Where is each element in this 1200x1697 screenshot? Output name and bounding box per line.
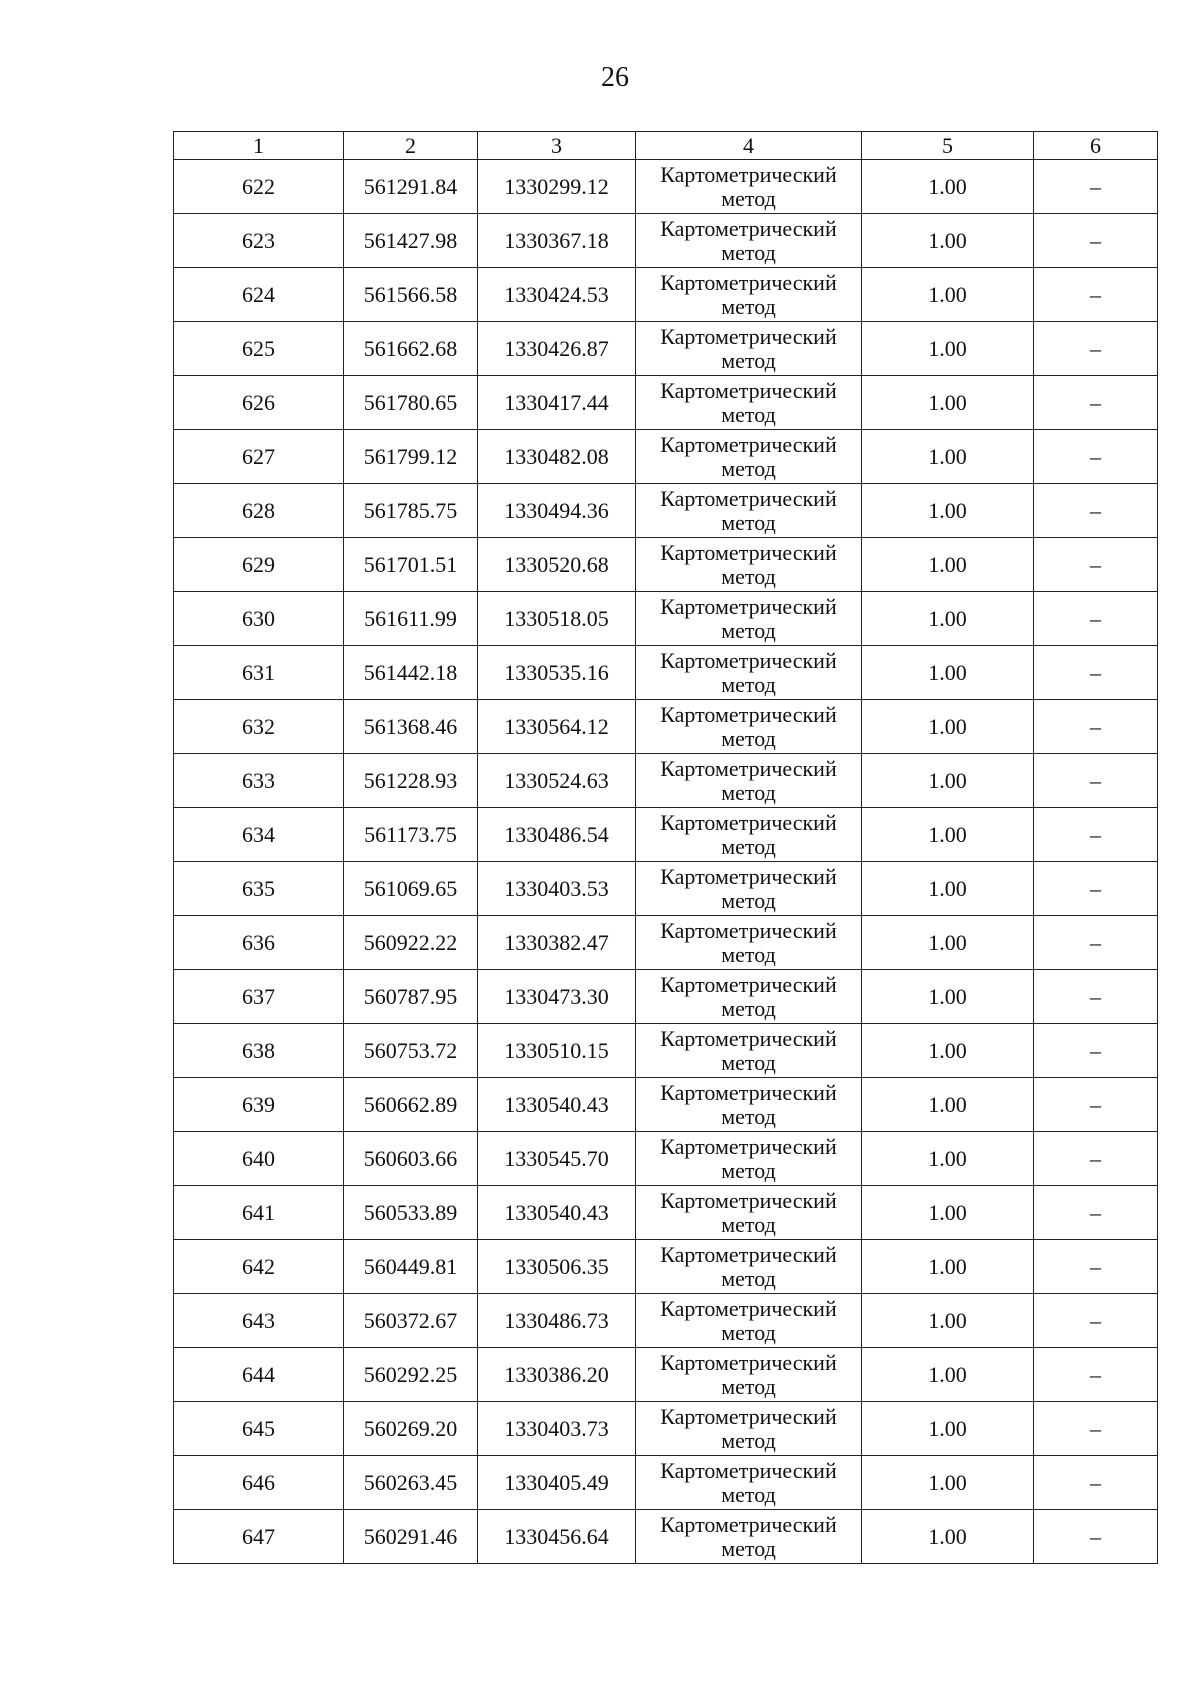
point-number-cell: 641: [174, 1186, 344, 1240]
table-row: [174, 1132, 1158, 1186]
y-coordinate-cell: 1330486.54: [478, 808, 636, 862]
x-coordinate-cell: 561228.93: [344, 754, 478, 808]
table-row: [174, 592, 1158, 646]
note-cell: –: [1034, 646, 1158, 700]
method-line-2: метод: [721, 995, 776, 1021]
accuracy-cell: 1.00: [862, 1186, 1034, 1240]
y-coordinate-cell: 1330386.20: [478, 1348, 636, 1402]
point-number-cell: 638: [174, 1024, 344, 1078]
note-cell: –: [1034, 484, 1158, 538]
note-cell: –: [1034, 1510, 1158, 1564]
method-cell: [636, 430, 862, 484]
method-line-1: Картометрический: [660, 323, 837, 349]
y-coordinate-cell: 1330367.18: [478, 214, 636, 268]
method-line-1: Картометрический: [660, 755, 837, 781]
header-row: [174, 132, 1158, 160]
x-coordinate-cell: 561291.84: [344, 160, 478, 214]
note-cell: –: [1034, 700, 1158, 754]
accuracy-cell: 1.00: [862, 808, 1034, 862]
table-row: [174, 1402, 1158, 1456]
accuracy-cell: 1.00: [862, 1078, 1034, 1132]
table-row: [174, 268, 1158, 322]
note-cell: –: [1034, 430, 1158, 484]
point-number-cell: 632: [174, 700, 344, 754]
accuracy-cell: 1.00: [862, 862, 1034, 916]
method-cell: [636, 1132, 862, 1186]
accuracy-cell: 1.00: [862, 1348, 1034, 1402]
method-line-2: метод: [721, 239, 776, 265]
method-cell: [636, 1348, 862, 1402]
method-cell: [636, 1186, 862, 1240]
method-line-2: метод: [721, 617, 776, 643]
table-row: [174, 430, 1158, 484]
x-coordinate-cell: 560269.20: [344, 1402, 478, 1456]
method-line-1: Картометрический: [660, 377, 837, 403]
note-cell: –: [1034, 1402, 1158, 1456]
method-line-1: Картометрический: [660, 1187, 837, 1213]
method-cell: [636, 1078, 862, 1132]
column-header-5: 5: [862, 132, 1034, 160]
point-number-cell: 639: [174, 1078, 344, 1132]
note-cell: –: [1034, 808, 1158, 862]
point-number-cell: 643: [174, 1294, 344, 1348]
y-coordinate-cell: 1330403.73: [478, 1402, 636, 1456]
table-row: [174, 1186, 1158, 1240]
point-number-cell: 631: [174, 646, 344, 700]
x-coordinate-cell: 560662.89: [344, 1078, 478, 1132]
method-line-2: метод: [721, 1427, 776, 1453]
method-line-1: Картометрический: [660, 701, 837, 727]
note-cell: –: [1034, 214, 1158, 268]
coordinates-table: [173, 131, 1158, 1564]
method-line-1: Картометрический: [660, 1133, 837, 1159]
accuracy-cell: 1.00: [862, 1132, 1034, 1186]
method-line-2: метод: [721, 293, 776, 319]
method-line-1: Картометрический: [660, 971, 837, 997]
method-cell: [636, 484, 862, 538]
method-cell: [636, 1402, 862, 1456]
note-cell: –: [1034, 754, 1158, 808]
accuracy-cell: 1.00: [862, 1510, 1034, 1564]
x-coordinate-cell: 561368.46: [344, 700, 478, 754]
accuracy-cell: 1.00: [862, 1456, 1034, 1510]
point-number-cell: 622: [174, 160, 344, 214]
method-line-1: Картометрический: [660, 269, 837, 295]
note-cell: –: [1034, 268, 1158, 322]
x-coordinate-cell: 560263.45: [344, 1456, 478, 1510]
method-line-2: метод: [721, 1049, 776, 1075]
method-line-1: Картометрический: [660, 161, 837, 187]
method-cell: [636, 1510, 862, 1564]
table-row: [174, 160, 1158, 214]
method-cell: [636, 160, 862, 214]
x-coordinate-cell: 560753.72: [344, 1024, 478, 1078]
accuracy-cell: 1.00: [862, 376, 1034, 430]
method-line-2: метод: [721, 671, 776, 697]
method-line-1: Картометрический: [660, 215, 837, 241]
y-coordinate-cell: 1330405.49: [478, 1456, 636, 1510]
method-cell: [636, 1240, 862, 1294]
method-line-2: метод: [721, 347, 776, 373]
method-line-2: метод: [721, 887, 776, 913]
accuracy-cell: 1.00: [862, 700, 1034, 754]
method-line-2: метод: [721, 833, 776, 859]
point-number-cell: 642: [174, 1240, 344, 1294]
method-line-1: Картометрический: [660, 1457, 837, 1483]
x-coordinate-cell: 560292.25: [344, 1348, 478, 1402]
y-coordinate-cell: 1330564.12: [478, 700, 636, 754]
accuracy-cell: 1.00: [862, 916, 1034, 970]
x-coordinate-cell: 561780.65: [344, 376, 478, 430]
x-coordinate-cell: 560291.46: [344, 1510, 478, 1564]
table-row: [174, 646, 1158, 700]
method-line-1: Картометрический: [660, 917, 837, 943]
note-cell: –: [1034, 1132, 1158, 1186]
method-cell: [636, 322, 862, 376]
table-row: [174, 916, 1158, 970]
point-number-cell: 626: [174, 376, 344, 430]
note-cell: –: [1034, 538, 1158, 592]
note-cell: –: [1034, 322, 1158, 376]
table-header: [174, 132, 1158, 160]
method-cell: [636, 916, 862, 970]
method-line-2: метод: [721, 1373, 776, 1399]
y-coordinate-cell: 1330426.87: [478, 322, 636, 376]
x-coordinate-cell: 561785.75: [344, 484, 478, 538]
method-line-1: Картометрический: [660, 539, 837, 565]
method-cell: [636, 862, 862, 916]
method-cell: [636, 1024, 862, 1078]
y-coordinate-cell: 1330540.43: [478, 1186, 636, 1240]
method-line-2: метод: [721, 509, 776, 535]
method-line-2: метод: [721, 455, 776, 481]
note-cell: –: [1034, 862, 1158, 916]
note-cell: –: [1034, 1186, 1158, 1240]
y-coordinate-cell: 1330506.35: [478, 1240, 636, 1294]
column-header-2: 2: [344, 132, 478, 160]
accuracy-cell: 1.00: [862, 160, 1034, 214]
method-cell: [636, 376, 862, 430]
method-line-1: Картометрический: [660, 1403, 837, 1429]
method-line-1: Картометрический: [660, 1295, 837, 1321]
table-row: [174, 1294, 1158, 1348]
table-row: [174, 484, 1158, 538]
table-row: [174, 538, 1158, 592]
x-coordinate-cell: 561427.98: [344, 214, 478, 268]
point-number-cell: 646: [174, 1456, 344, 1510]
table-row: [174, 214, 1158, 268]
x-coordinate-cell: 560533.89: [344, 1186, 478, 1240]
method-line-1: Картометрический: [660, 1079, 837, 1105]
y-coordinate-cell: 1330299.12: [478, 160, 636, 214]
table-row: [174, 1510, 1158, 1564]
method-line-2: метод: [721, 779, 776, 805]
method-line-2: метод: [721, 1319, 776, 1345]
note-cell: –: [1034, 1456, 1158, 1510]
table-row: [174, 1078, 1158, 1132]
y-coordinate-cell: 1330382.47: [478, 916, 636, 970]
note-cell: –: [1034, 592, 1158, 646]
y-coordinate-cell: 1330456.64: [478, 1510, 636, 1564]
y-coordinate-cell: 1330494.36: [478, 484, 636, 538]
table-row: [174, 1456, 1158, 1510]
note-cell: –: [1034, 1294, 1158, 1348]
y-coordinate-cell: 1330424.53: [478, 268, 636, 322]
method-cell: [636, 1294, 862, 1348]
method-line-1: Картометрический: [660, 593, 837, 619]
method-line-2: метод: [721, 1157, 776, 1183]
method-line-2: метод: [721, 1265, 776, 1291]
x-coordinate-cell: 561662.68: [344, 322, 478, 376]
accuracy-cell: 1.00: [862, 214, 1034, 268]
table-row: [174, 1348, 1158, 1402]
point-number-cell: 629: [174, 538, 344, 592]
accuracy-cell: 1.00: [862, 322, 1034, 376]
x-coordinate-cell: 560922.22: [344, 916, 478, 970]
method-line-1: Картометрический: [660, 431, 837, 457]
method-line-2: метод: [721, 1103, 776, 1129]
y-coordinate-cell: 1330524.63: [478, 754, 636, 808]
point-number-cell: 627: [174, 430, 344, 484]
accuracy-cell: 1.00: [862, 1294, 1034, 1348]
y-coordinate-cell: 1330510.15: [478, 1024, 636, 1078]
point-number-cell: 633: [174, 754, 344, 808]
method-line-1: Картометрический: [660, 1349, 837, 1375]
accuracy-cell: 1.00: [862, 1240, 1034, 1294]
point-number-cell: 645: [174, 1402, 344, 1456]
accuracy-cell: 1.00: [862, 1402, 1034, 1456]
y-coordinate-cell: 1330473.30: [478, 970, 636, 1024]
method-line-1: Картометрический: [660, 863, 837, 889]
table-body: [174, 160, 1158, 1564]
note-cell: –: [1034, 1078, 1158, 1132]
column-header-1: 1: [174, 132, 344, 160]
method-line-1: Картометрический: [660, 1241, 837, 1267]
note-cell: –: [1034, 1024, 1158, 1078]
accuracy-cell: 1.00: [862, 268, 1034, 322]
method-line-2: метод: [721, 725, 776, 751]
y-coordinate-cell: 1330486.73: [478, 1294, 636, 1348]
y-coordinate-cell: 1330520.68: [478, 538, 636, 592]
method-line-2: метод: [721, 185, 776, 211]
method-cell: [636, 268, 862, 322]
table-row: [174, 322, 1158, 376]
method-cell: [636, 700, 862, 754]
y-coordinate-cell: 1330417.44: [478, 376, 636, 430]
accuracy-cell: 1.00: [862, 592, 1034, 646]
table-row: [174, 970, 1158, 1024]
y-coordinate-cell: 1330545.70: [478, 1132, 636, 1186]
point-number-cell: 644: [174, 1348, 344, 1402]
note-cell: –: [1034, 376, 1158, 430]
column-header-3: 3: [478, 132, 636, 160]
x-coordinate-cell: 561173.75: [344, 808, 478, 862]
accuracy-cell: 1.00: [862, 538, 1034, 592]
x-coordinate-cell: 561069.65: [344, 862, 478, 916]
method-line-2: метод: [721, 1535, 776, 1561]
accuracy-cell: 1.00: [862, 754, 1034, 808]
table-row: [174, 754, 1158, 808]
point-number-cell: 625: [174, 322, 344, 376]
x-coordinate-cell: 561701.51: [344, 538, 478, 592]
method-cell: [636, 808, 862, 862]
method-cell: [636, 592, 862, 646]
note-cell: –: [1034, 160, 1158, 214]
method-line-1: Картометрический: [660, 1025, 837, 1051]
point-number-cell: 637: [174, 970, 344, 1024]
point-number-cell: 647: [174, 1510, 344, 1564]
method-cell: [636, 646, 862, 700]
x-coordinate-cell: 561799.12: [344, 430, 478, 484]
x-coordinate-cell: 561611.99: [344, 592, 478, 646]
point-number-cell: 623: [174, 214, 344, 268]
y-coordinate-cell: 1330482.08: [478, 430, 636, 484]
point-number-cell: 628: [174, 484, 344, 538]
y-coordinate-cell: 1330540.43: [478, 1078, 636, 1132]
table-row: [174, 1024, 1158, 1078]
point-number-cell: 624: [174, 268, 344, 322]
point-number-cell: 635: [174, 862, 344, 916]
note-cell: –: [1034, 970, 1158, 1024]
y-coordinate-cell: 1330518.05: [478, 592, 636, 646]
method-line-2: метод: [721, 1481, 776, 1507]
x-coordinate-cell: 560787.95: [344, 970, 478, 1024]
point-number-cell: 640: [174, 1132, 344, 1186]
x-coordinate-cell: 560603.66: [344, 1132, 478, 1186]
method-line-2: метод: [721, 941, 776, 967]
column-header-6: 6: [1034, 132, 1158, 160]
accuracy-cell: 1.00: [862, 484, 1034, 538]
note-cell: –: [1034, 916, 1158, 970]
method-line-1: Картометрический: [660, 647, 837, 673]
note-cell: –: [1034, 1348, 1158, 1402]
x-coordinate-cell: 560449.81: [344, 1240, 478, 1294]
accuracy-cell: 1.00: [862, 1024, 1034, 1078]
method-line-1: Картометрический: [660, 1511, 837, 1537]
method-cell: [636, 538, 862, 592]
method-cell: [636, 754, 862, 808]
table-row: [174, 376, 1158, 430]
table-row: [174, 862, 1158, 916]
accuracy-cell: 1.00: [862, 646, 1034, 700]
accuracy-cell: 1.00: [862, 430, 1034, 484]
accuracy-cell: 1.00: [862, 970, 1034, 1024]
y-coordinate-cell: 1330535.16: [478, 646, 636, 700]
method-line-2: метод: [721, 563, 776, 589]
point-number-cell: 636: [174, 916, 344, 970]
point-number-cell: 634: [174, 808, 344, 862]
x-coordinate-cell: 560372.67: [344, 1294, 478, 1348]
table-row: [174, 700, 1158, 754]
method-cell: [636, 1456, 862, 1510]
method-line-2: метод: [721, 1211, 776, 1237]
method-line-1: Картометрический: [660, 809, 837, 835]
x-coordinate-cell: 561566.58: [344, 268, 478, 322]
method-line-2: метод: [721, 401, 776, 427]
y-coordinate-cell: 1330403.53: [478, 862, 636, 916]
method-cell: [636, 970, 862, 1024]
page-number: 26: [601, 62, 629, 93]
method-cell: [636, 214, 862, 268]
table-row: [174, 1240, 1158, 1294]
note-cell: –: [1034, 1240, 1158, 1294]
table-row: [174, 808, 1158, 862]
point-number-cell: 630: [174, 592, 344, 646]
column-header-4: 4: [636, 132, 862, 160]
x-coordinate-cell: 561442.18: [344, 646, 478, 700]
method-line-1: Картометрический: [660, 485, 837, 511]
